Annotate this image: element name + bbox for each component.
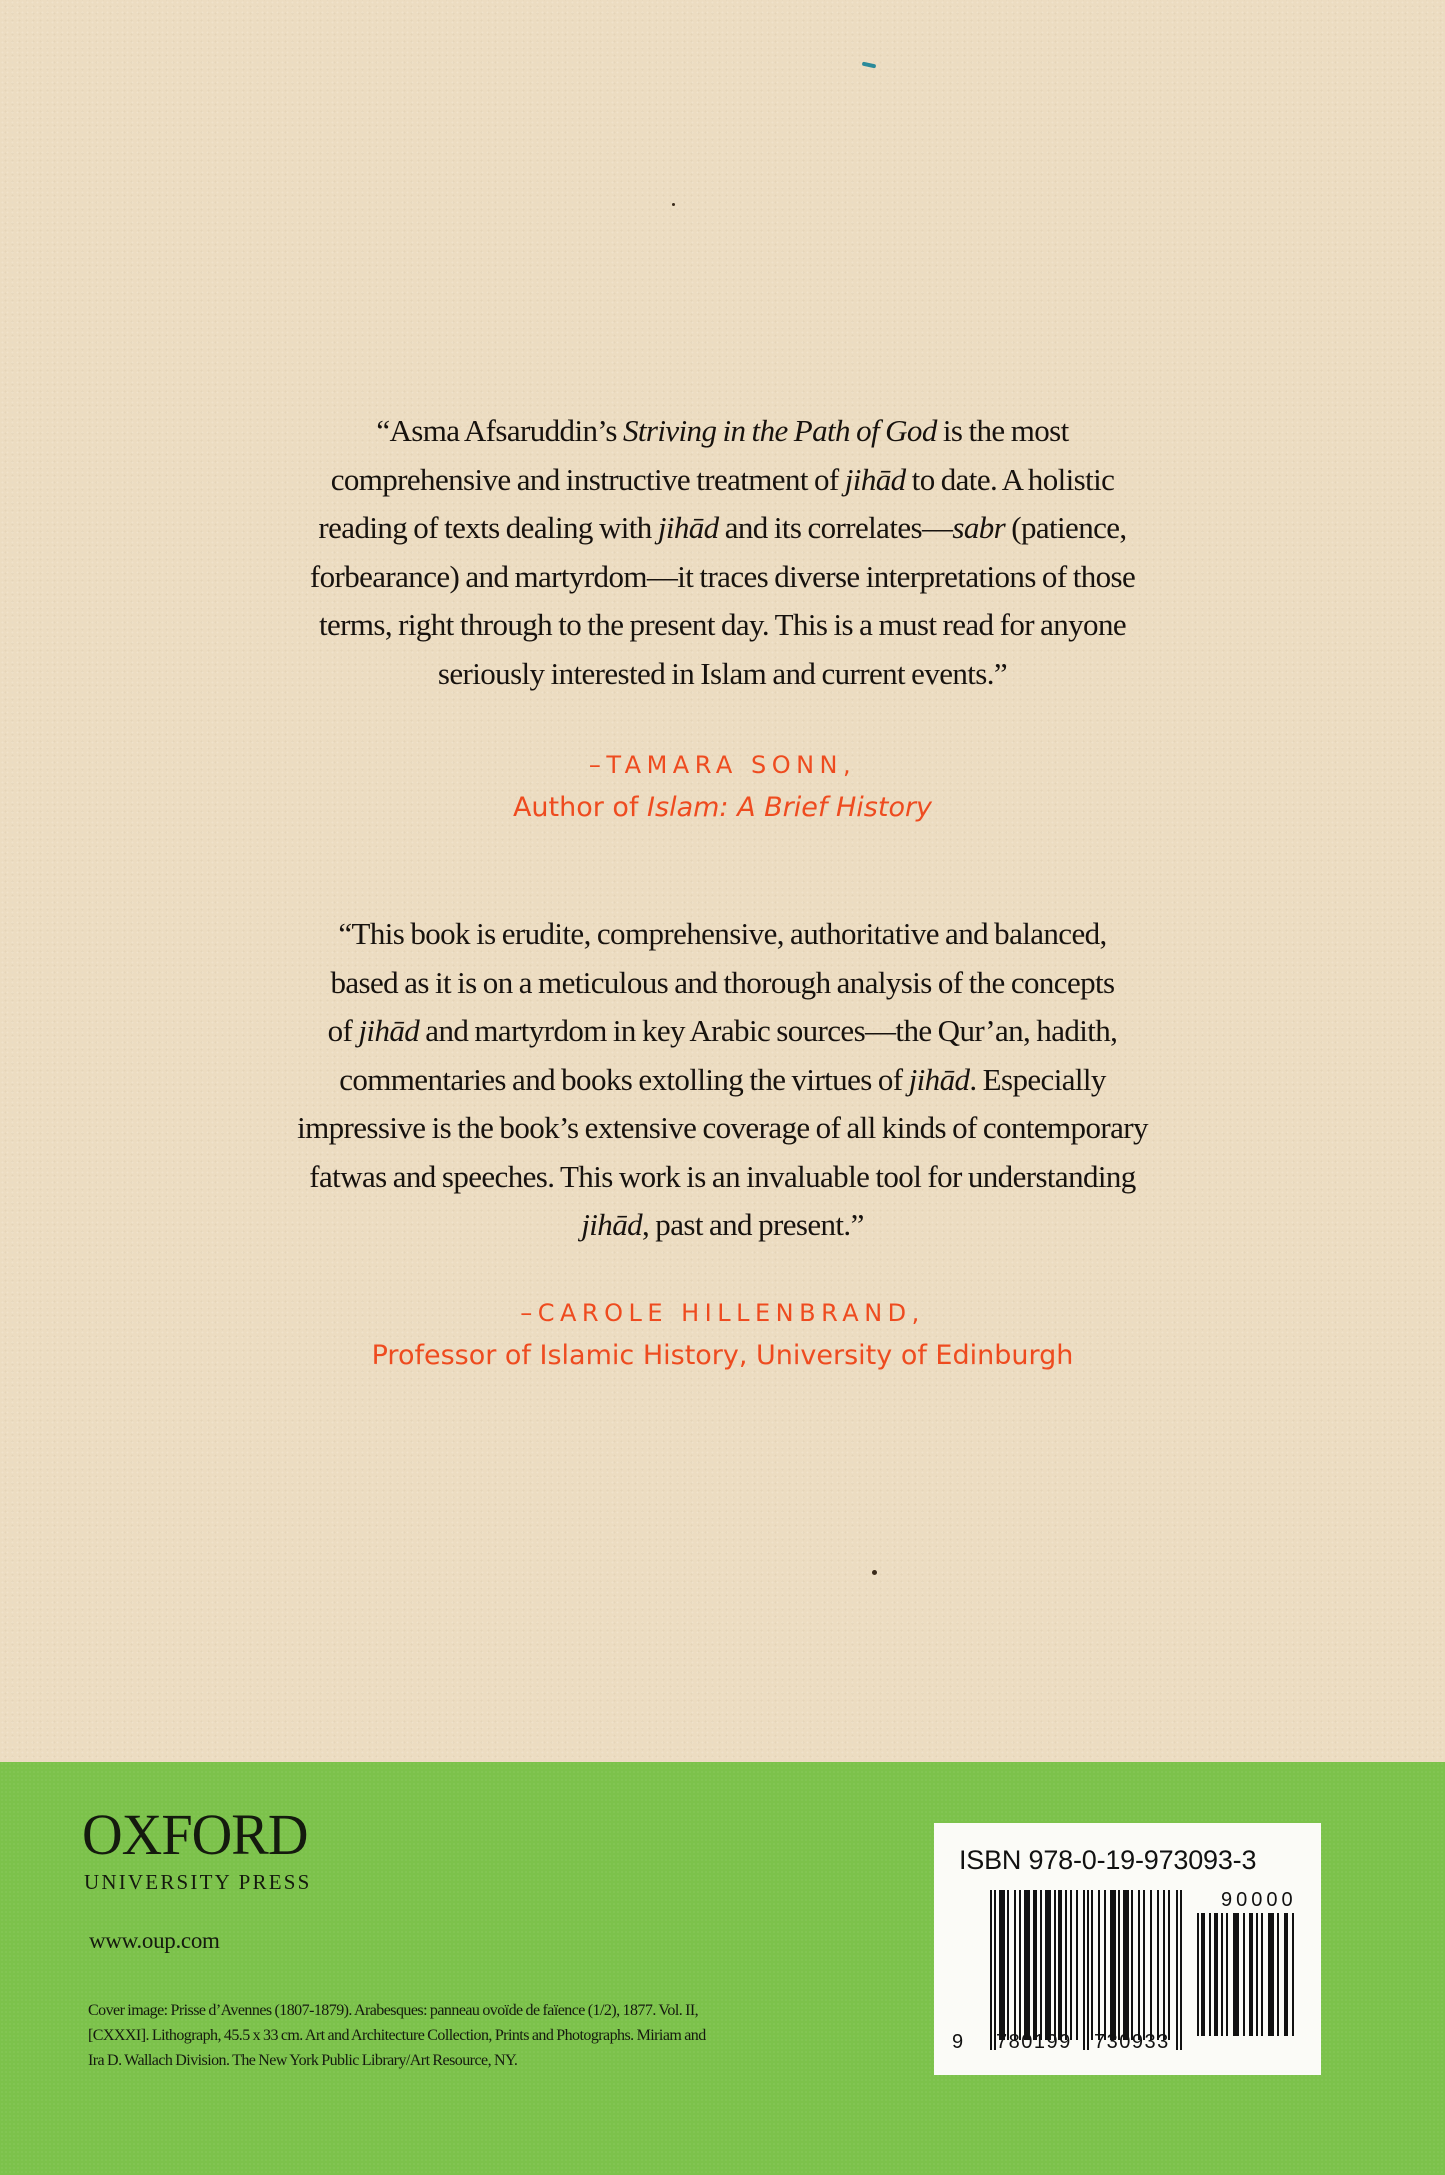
- isbn-barcode-box: [934, 1823, 1321, 2075]
- publisher-name: OXFORD: [82, 1802, 308, 1867]
- quote-line: [0, 456, 1445, 505]
- quote-text: and martyrdom in key Arabic sources—the Qur’an, hadith,: [419, 1013, 1118, 1048]
- endorsement-attribution-1: [0, 745, 1445, 831]
- italic-term: jihād: [844, 461, 906, 497]
- italic-term: Striving in the Path of God: [622, 413, 937, 448]
- barcode-lead-digit: 9: [952, 2031, 965, 2053]
- paper-speck: [872, 1570, 877, 1575]
- ean13-barcode-icon: [990, 1890, 1186, 2050]
- quote-text: , past and present.”: [642, 1207, 864, 1242]
- quote-text: seriously interested in Islam and current events.”: [437, 655, 1008, 691]
- quote-line: [0, 1201, 1445, 1250]
- quote-text: to date. A holistic: [905, 461, 1115, 497]
- endorser-role: Professor of Islamic History, University of Edinburgh: [371, 1340, 1074, 1371]
- barcode-addon-digits: 90000: [1221, 1889, 1297, 1911]
- quote-text: comprehensive and instructive treatment of: [330, 461, 845, 497]
- ink-mark: [862, 62, 877, 69]
- endorser-name: –CAROLE HILLENBRAND,: [520, 1299, 925, 1327]
- quote-line: [0, 601, 1445, 650]
- paper-speck: [672, 203, 675, 206]
- italic-term: jihād: [358, 1013, 420, 1048]
- quote-text: (patience,: [1005, 510, 1127, 545]
- quote-text: impressive is the book’s extensive coverage of all kinds of contemporary: [297, 1110, 1148, 1145]
- quote-line: [0, 910, 1445, 959]
- quote-text: “Asma Afsaruddin’s: [376, 413, 623, 448]
- quote-line: [0, 1104, 1445, 1153]
- quote-line: [0, 504, 1445, 553]
- quote-line: [0, 407, 1445, 456]
- quote-line: [0, 553, 1445, 602]
- quote-text: terms, right through to the present day. This is a must read for anyone: [318, 607, 1127, 642]
- endorsement-quote-2: [0, 910, 1445, 1250]
- credit-line: [CXXXI]. Lithograph, 45.5 x 33 cm. Art and Architecture Collection, Prints and Photographs. Miriam and: [88, 2027, 706, 2044]
- isbn-label: ISBN 978-0-19-973093-3: [959, 1845, 1257, 1875]
- barcode-left-digits: 780199: [996, 2031, 1072, 2053]
- quote-line: [0, 1153, 1445, 1202]
- quote-text: based as it is on a meticulous and thorough analysis of the concepts: [330, 964, 1115, 1000]
- barcode-right-digits: 730933: [1094, 2031, 1170, 2053]
- quote-text: . Especially: [969, 1061, 1106, 1097]
- publisher-logo: [82, 1802, 315, 1895]
- quote-text: forbearance) and martyrdom—it traces diverse interpretations of those: [309, 558, 1136, 594]
- publisher-url[interactable]: www.oup.com: [89, 1928, 220, 1953]
- cover-image-credit: [88, 1998, 928, 2073]
- endorser-role: Author of Islam: A Brief History: [512, 792, 933, 823]
- endorser-name: –TAMARA SONN,: [588, 751, 857, 779]
- book-title: Islam: A Brief History: [647, 792, 933, 823]
- italic-term: jihād: [581, 1207, 642, 1242]
- quote-text: and its correlates—: [718, 510, 953, 545]
- quote-text: is the most: [936, 413, 1069, 448]
- endorsement-quote-1: [0, 407, 1445, 698]
- italic-term: jihād: [657, 510, 719, 545]
- quote-text: fatwas and speeches. This work is an invaluable tool for understanding: [309, 1158, 1136, 1194]
- quote-line: [0, 959, 1445, 1008]
- quote-line: [0, 1007, 1445, 1056]
- quote-text: “This book is erudite, comprehensive, authoritative and balanced,: [338, 916, 1107, 951]
- credit-line: Cover image: Prisse d’Avennes (1807-1879). Arabesques: panneau ovoïde de faïence (1/2), 1877. Vol. II,: [88, 2002, 699, 2019]
- endorsement-attribution-2: [0, 1293, 1445, 1379]
- quote-text: commentaries and books extolling the virtues of: [339, 1061, 909, 1097]
- addon-barcode-icon: [1197, 1913, 1297, 2036]
- publisher-subtitle: UNIVERSITY PRESS: [84, 1870, 312, 1894]
- quote-line: [0, 1056, 1445, 1105]
- quote-line: [0, 650, 1445, 699]
- quote-text: of: [327, 1013, 359, 1048]
- quote-text: reading of texts dealing with: [318, 510, 658, 545]
- italic-term: jihād: [908, 1061, 970, 1097]
- italic-term: sabr: [952, 510, 1006, 545]
- credit-line: Ira D. Wallach Division. The New York Public Library/Art Resource, NY.: [88, 2052, 518, 2069]
